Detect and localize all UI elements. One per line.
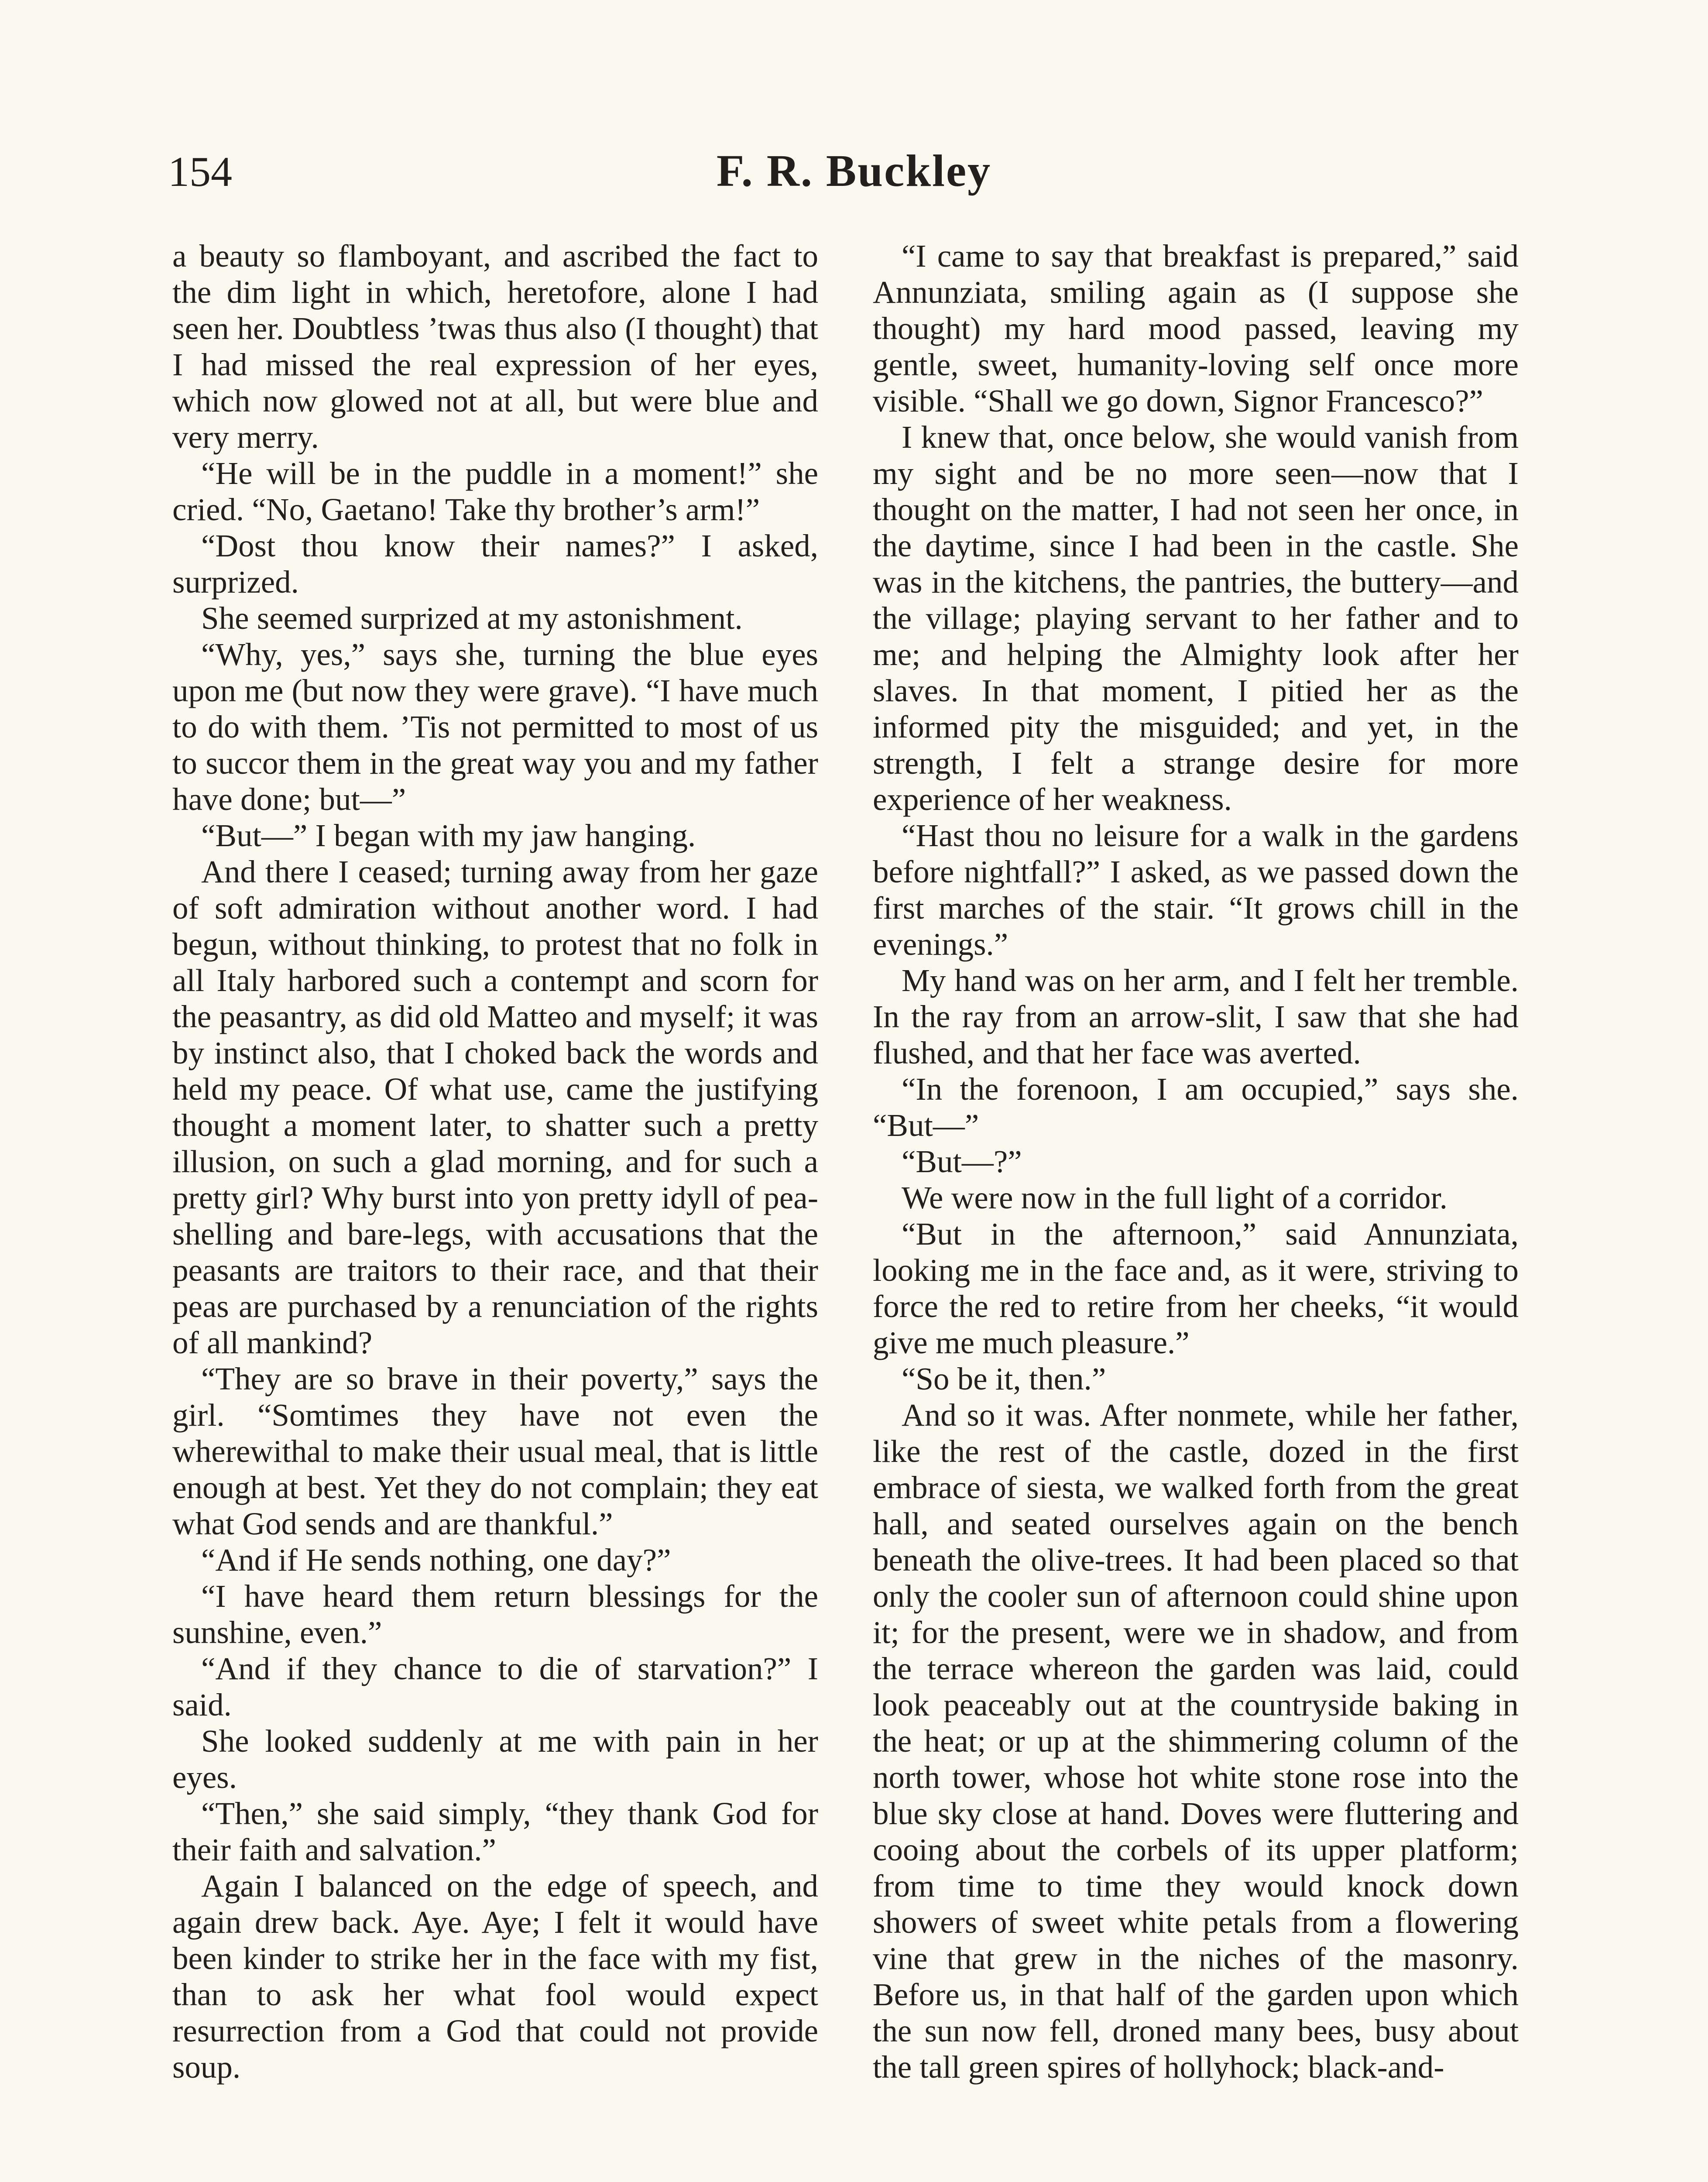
paragraph: “Why, yes,” says she, turning the blue eyes upon me (but now they were grave). “I have much to do with them. ’Tis not permitted to most of us to succor them in the great way you and my father have done; but—” [172,637,818,817]
paragraph: “I came to say that breakfast is prepared,” said Annunziata, smiling again as (I suppose she thought) my hard mood passed, leaving my gentle, sweet, humanity-loving self once more visible. “Shall we go down, Signor Francesco?” [873,238,1519,419]
paragraph: “He will be in the puddle in a moment!” she cried. “No, Gaetano! Take thy brother’s arm!” [172,456,818,527]
paragraph: “And if they chance to die of starvation?” I said. [172,1651,818,1722]
paragraph: “In the forenoon, I am occupied,” says she. “But—” [873,1071,1519,1143]
paragraph: “And if He sends nothing, one day?” [201,1542,671,1578]
paragraph: “Hast thou no leisure for a walk in the gardens before nightfall?” I asked, as we passed down the first marches of the stair. “It grows chill in the evenings.” [873,818,1519,962]
paragraph: Again I balanced on the edge of speech, and again drew back. Aye. Aye; I felt it would have been kinder to strike her in the face with my fist, than to ask her what fool would expect resurrection from a God that could not provide soup. [172,1868,818,2085]
running-head: F. R. Buckley [716,146,992,196]
page-number: 154 [168,148,232,196]
paragraph: She seemed surprized at my astonishment. [201,600,743,636]
paragraph: “Dost thou know their names?” I asked, surprized. [172,528,818,600]
right-column [873,238,1519,2085]
paragraph: My hand was on her arm, and I felt her tremble. In the ray from an arrow-slit, I saw that she had flushed, and that her face was averted. [873,963,1519,1070]
paragraph: “Then,” she said simply, “they thank God for their faith and salvation.” [172,1796,818,1867]
paragraph: “But—” I began with my jaw hanging. [201,818,696,853]
paragraph: “So be it, then.” [902,1361,1106,1396]
paragraph: “But in the afternoon,” said Annunziata, looking me in the face and, as it were, striving to force the red to retire from her cheeks, “it would give me much pleasure.” [873,1216,1519,1360]
paragraph: She looked suddenly at me with pain in her eyes. [172,1723,818,1795]
paragraph: I knew that, once below, she would vanish from my sight and be no more seen—now that I thought on the matter, I had not seen her once, in the daytime, since I had been in the castle. She was in the kitchens, the pantries, the buttery—and the village; playing servant to her father and to me; and helping the Almighty look after her slaves. In that moment, I pitied her as the informed pity the misguided; and yet, in the strength, I felt a strange desire for more experience of her weakness. [873,419,1519,817]
paragraph: “They are so brave in their poverty,” says the girl. “Somtimes they have not even the wherewithal to make their usual meal, that is little enough at best. Yet they do not complain; they eat what God sends and are thankful.” [172,1361,818,1541]
paragraph: We were now in the full light of a corridor. [902,1180,1447,1215]
left-column [172,238,818,2085]
paragraph: And so it was. After nonmete, while her father, like the rest of the castle, dozed in the first embrace of siesta, we walked forth from the great hall, and seated ourselves again on the bench beneath the olive-trees. It had been placed so that only the cooler sun of afternoon could shine upon it; for the present, were we in shadow, and from the terrace whereon the garden was laid, could look peaceably out at the countryside baking in the heat; or up at the shimmering column of the north tower, whose hot white stone rose into the blue sky close at hand. Doves were fluttering and cooing about the corbels of its upper platform; from time to time they would knock down showers of sweet white petals from a flowering vine that grew in the niches of the masonry. Before us, in that half of the garden upon which the sun now fell, droned many bees, busy about the tall green spires of hollyhock; black-and- [873,1397,1519,2085]
paragraph: a beauty so flamboyant, and ascribed the fact to the dim light in which, heretofore, alone I had seen her. Doubtless ’twas thus also (I thought) that I had missed the real expression of her eyes, which now glowed not at all, but were blue and very merry. [172,238,818,455]
paragraph: And there I ceased; turning away from her gaze of soft admiration without another word. I had begun, without thinking, to protest that no folk in all Italy harbored such a contempt and scorn for the peasantry, as did old Matteo and myself; it was by instinct also, that I choked back the words and held my peace. Of what use, came the justifying thought a moment later, to shatter such a pretty illusion, on such a glad morning, and for such a pretty girl? Why burst into yon pretty idyll of pea-shelling and bare-legs, with accusations that the peasants are traitors to their race, and that their peas are purchased by a renunciation of the rights of all mankind? [172,854,818,1360]
paragraph: “But—?” [902,1144,1022,1179]
paragraph: “I have heard them return blessings for the sunshine, even.” [172,1578,818,1650]
